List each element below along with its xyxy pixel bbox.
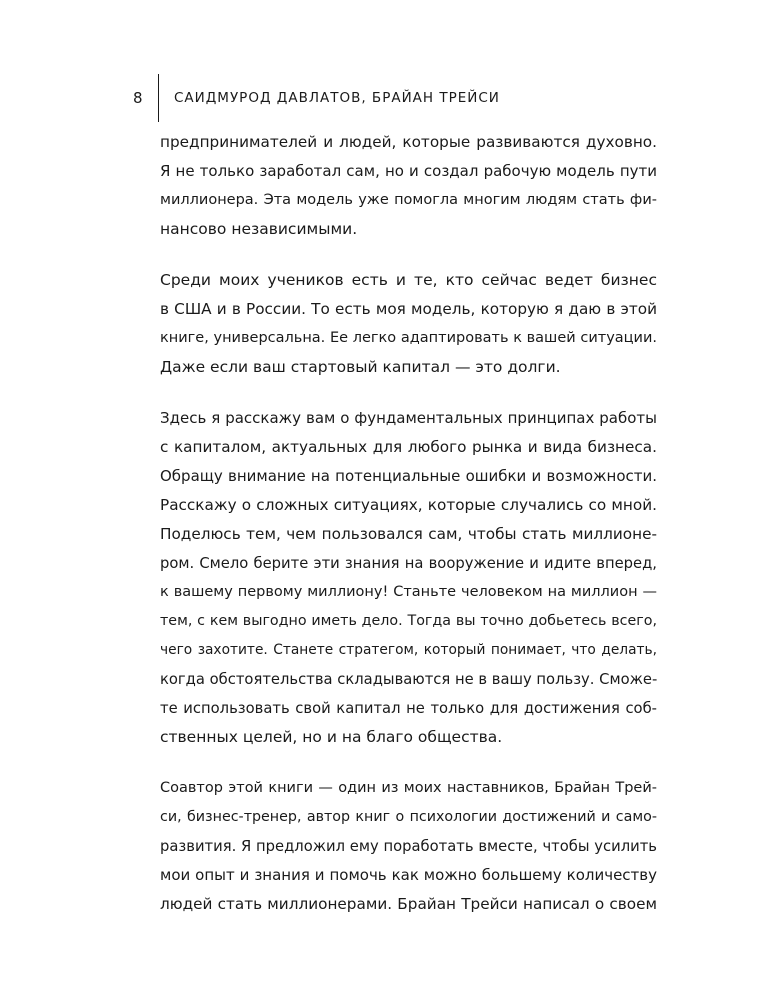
text-line: мои опыт и знания и помочь как можно большему количеству <box>160 866 657 884</box>
text-line: предпринимателей и людей, которые развиваются духовно. <box>160 133 657 151</box>
paragraph <box>160 128 657 244</box>
text-line: с капиталом, актуальных для любого рынка и вида бизнеса. <box>160 438 657 456</box>
text-line: Здесь я расскажу вам о фундаментальных принципах работы <box>160 409 657 427</box>
text-line: в США и в России. То есть моя модель, которую я даю в этой <box>160 300 657 318</box>
text-line: Даже если ваш стартовый капитал — это долги. <box>160 358 561 376</box>
text-line: тем, с кем выгодно иметь дело. Тогда вы точно добьетесь всего, <box>160 613 657 629</box>
text-line: нансово независимыми. <box>160 220 358 238</box>
text-line: те использовать свой капитал не только для достижения соб- <box>160 700 657 717</box>
text-line: к вашему первому миллиону! Станьте человеком на миллион — <box>160 584 657 600</box>
text-line: ственных целей, но и на благо общества. <box>160 728 503 746</box>
body-text <box>160 128 657 941</box>
text-line: когда обстоятельства складываются не в вашу пользу. Сможе- <box>160 671 658 688</box>
running-title: САИДМУРОД ДАВЛАТОВ, БРАЙАН ТРЕЙСИ <box>174 90 500 106</box>
text-line: чего захотите. Станете стратегом, который понимает, что делать, <box>160 642 657 658</box>
text-line: ром. Смело берите эти знания на вооружение и идите вперед, <box>160 555 657 572</box>
text-line: миллионера. Эта модель уже помогла многим людям стать фи- <box>160 192 657 208</box>
text-line: си, бизнес-тренер, автор книг о психологии достижений и само- <box>160 809 657 825</box>
text-line: книге, универсальна. Ее легко адаптировать к вашей ситуации. <box>160 330 657 346</box>
page-number: 8 <box>132 89 143 107</box>
text-line: Среди моих учеников есть и те, кто сейчас ведет бизнес <box>160 271 657 289</box>
text-line: Обращу внимание на потенциальные ошибки и возможности. <box>160 467 657 485</box>
running-head <box>0 88 759 118</box>
text-line: развития. Я предложил ему поработать вместе, чтобы усилить <box>160 838 657 855</box>
header-divider <box>158 74 159 122</box>
text-line: Я не только заработал сам, но и создал рабочую модель пути <box>160 162 657 180</box>
text-line: Поделюсь тем, чем пользовался сам, чтобы стать миллионе- <box>160 525 657 543</box>
text-line: Расскажу о сложных ситуациях, которые случались со мной. <box>160 496 657 514</box>
text-line: Соавтор этой книги — один из моих наставников, Брайан Трей- <box>160 780 657 796</box>
paragraph <box>160 774 657 919</box>
paragraph <box>160 404 657 752</box>
paragraph <box>160 266 657 382</box>
text-line: людей стать миллионерами. Брайан Трейси написал о своем <box>160 895 657 913</box>
